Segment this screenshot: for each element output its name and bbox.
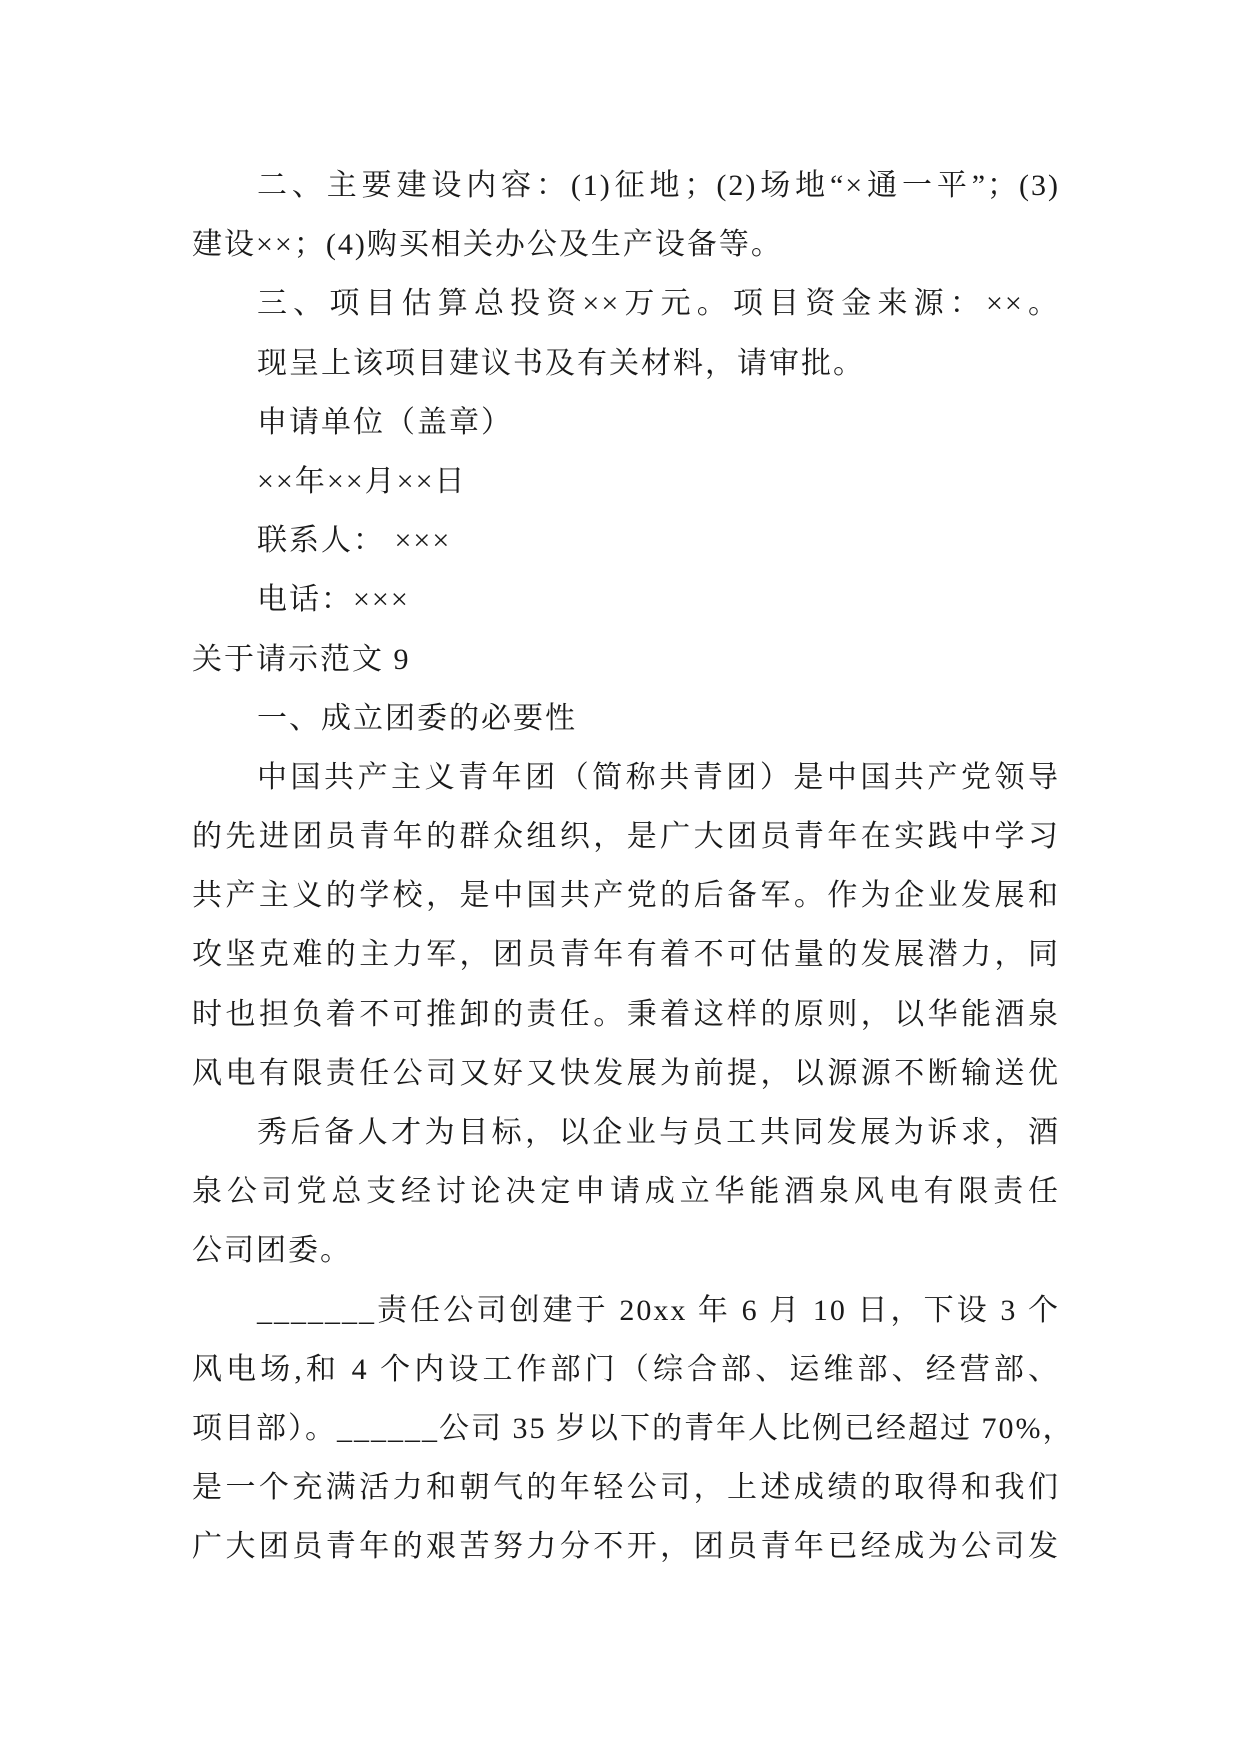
paragraph-line: _______责任公司创建于 20xx 年 6 月 10 日，下设 3 个	[257, 1293, 1060, 1327]
contact-line: 联系人： ×××	[257, 524, 452, 558]
sample-9-section	[192, 630, 1075, 1577]
paragraph-company-profile	[192, 1281, 1075, 1577]
paragraph-line: 风电场,和 4 个内设工作部门（综合部、运维部、经营部、	[192, 1352, 1060, 1386]
paragraph-line: 中国共产主义青年团（简称共青团）是中国共产党领导	[257, 760, 1060, 794]
paragraph-line: 泉公司党总支经讨论决定申请成立华能酒泉风电有限责任	[192, 1175, 1060, 1209]
document-body	[192, 156, 1075, 1577]
item-two-line: 建设××；(4)购买相关办公及生产设备等。	[192, 228, 783, 262]
paragraph-line: 秀后备人才为目标，以企业与员工共同发展为诉求，酒	[257, 1116, 1060, 1149]
paragraph-line: 是一个充满活力和朝气的年轻公司，上述成绩的取得和我们	[192, 1471, 1060, 1505]
paragraph-goal	[192, 1103, 1060, 1281]
paragraph-line: 共产主义的学校，是中国共产党的后备军。作为企业发展和	[192, 879, 1060, 913]
paragraph-line: 广大团员青年的艰苦努力分不开，团员青年已经成为公司发	[192, 1530, 1060, 1564]
paragraph-line: 攻坚克难的主力军，团员青年有着不可估量的发展潜力，同	[192, 938, 1060, 972]
applicant-unit: 申请单位（盖章）	[257, 405, 513, 439]
paragraph-line: 公司团委。	[192, 1234, 352, 1268]
previous-sample-section	[192, 156, 1060, 630]
paragraph-line: 风电有限责任公司又好又快发展为前提，以源源不断输送优	[192, 1056, 1060, 1090]
paragraph-line: 项目部）。______公司 35 岁以下的青年人比例已经超过 70%，	[192, 1411, 1075, 1445]
submission-note: 现呈上该项目建议书及有关材料，请审批。	[257, 346, 865, 380]
paragraph-line: 的先进团员青年的群众组织，是广大团员青年在实践中学习	[192, 820, 1060, 854]
item-two-line: 二、主要建设内容：(1)征地；(2)场地“×通一平”；(3)	[257, 169, 1060, 202]
sample-title: 关于请示范文 9	[192, 642, 411, 676]
paragraph-youth-league	[192, 748, 1060, 1103]
paragraph-line: 时也担负着不可推卸的责任。秉着这样的原则，以华能酒泉	[192, 997, 1060, 1031]
phone-line: 电话：×××	[257, 583, 410, 617]
section-one-heading: 一、成立团委的必要性	[257, 701, 577, 735]
item-three-text: 三、项目估算总投资××万元。项目资金来源：××。	[257, 287, 1060, 321]
date-line: ××年××月××日	[257, 464, 467, 498]
